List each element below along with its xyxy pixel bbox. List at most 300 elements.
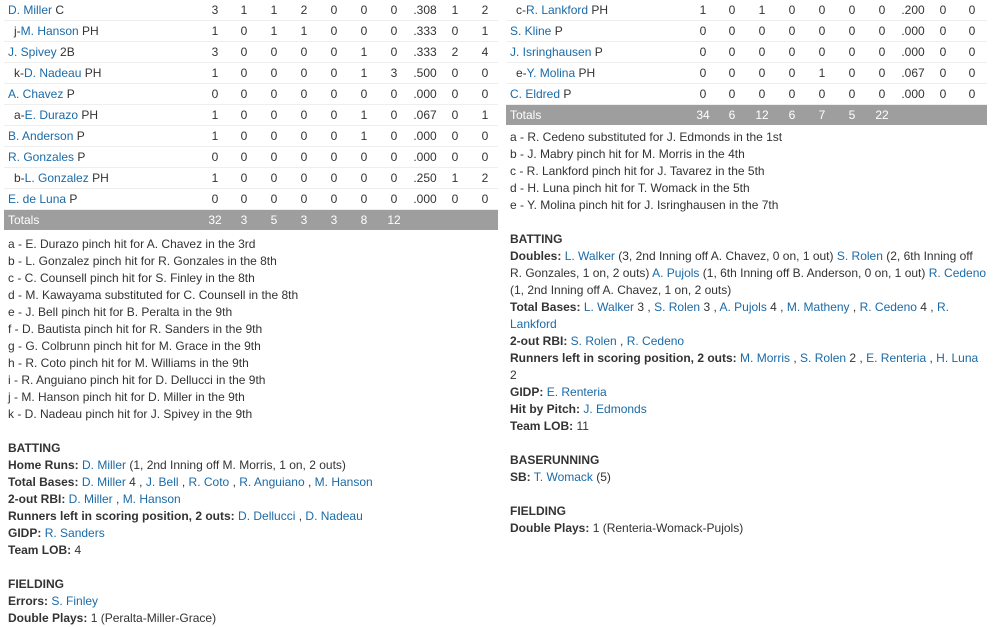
note-line: b - L. Gonzalez pinch hit for R. Gonzales in the 8th	[8, 254, 277, 268]
stat-cell: 0	[240, 108, 248, 122]
sub-prefix: k-	[14, 66, 24, 80]
player-link[interactable]: A. Pujols	[652, 266, 700, 280]
sub-prefix: a-	[14, 108, 25, 122]
note-line: d - M. Kawayama substituted for C. Counsell in the 8th	[8, 288, 299, 302]
stat-cell: 1	[360, 66, 368, 80]
player-link[interactable]: R. Sanders	[44, 526, 105, 540]
player-link[interactable]: S. Finley	[51, 594, 99, 608]
player-link[interactable]: H. Luna	[936, 351, 979, 365]
stat-cell: 4	[481, 45, 489, 59]
stat-cell: 0	[968, 87, 976, 101]
stat-cell: .000	[413, 129, 437, 143]
double-detail: (1, 2nd Inning off A. Chavez, 1 on, 2 outs)	[510, 283, 732, 297]
note-line: a - R. Cedeno substituted for J. Edmonds in the 1st	[510, 130, 783, 144]
stat-cell: 1	[818, 66, 826, 80]
total-bases-line: Total Bases: D. Miller 4 , J. Bell , R. Coto , R. Anguiano , M. Hanson	[8, 475, 373, 489]
player-row	[506, 84, 987, 105]
totals-row	[4, 210, 498, 230]
player-link[interactable]: M. Hanson	[20, 24, 79, 38]
stat-cell: 1	[360, 129, 368, 143]
stat-cell: 0	[788, 24, 796, 38]
player-cell	[8, 42, 75, 62]
player-link[interactable]: D. Dellucci	[238, 509, 296, 523]
player-cell	[8, 189, 77, 209]
stat-cell: 0	[360, 150, 368, 164]
line-label: Runners left in scoring position, 2 outs:	[510, 351, 737, 365]
stat-cell: 0	[390, 108, 398, 122]
stat-cell: .333	[413, 24, 437, 38]
stat-cell: .333	[413, 45, 437, 59]
position: P	[563, 87, 572, 101]
note-line: e - J. Bell pinch hit for B. Peralta in the 9th	[8, 305, 233, 319]
stat-cell: 0	[330, 66, 338, 80]
player-link[interactable]: M. Morris	[740, 351, 791, 365]
player-link[interactable]: S. Rolen	[836, 249, 883, 263]
stat-cell: 0	[360, 87, 368, 101]
stat-cell: 0	[939, 3, 947, 17]
sub-prefix: j-	[14, 24, 21, 38]
player-link[interactable]: L. Gonzalez	[24, 171, 89, 185]
line-label: Total Bases:	[510, 300, 581, 314]
stat-cell: 0	[481, 87, 489, 101]
player-cell	[510, 42, 603, 62]
player-cell	[516, 63, 595, 83]
position: PH	[578, 66, 596, 80]
stat-cell: 3	[211, 3, 219, 17]
note-line: j - M. Hanson pinch hit for D. Miller in the 9th	[8, 390, 245, 404]
player-link[interactable]: B. Anderson	[8, 129, 74, 143]
player-link[interactable]: L. Walker	[564, 249, 615, 263]
stat-cell: 0	[330, 171, 338, 185]
substitution-notes	[4, 230, 498, 423]
player-link[interactable]: M. Matheny	[786, 300, 850, 314]
stat-cell: .067	[413, 108, 437, 122]
player-link[interactable]: D. Nadeau	[24, 66, 82, 80]
player-link[interactable]: R. Cedeno	[626, 334, 685, 348]
stat-cell: 0	[788, 45, 796, 59]
stat-cell: 12	[387, 213, 401, 227]
player-link[interactable]: R. Gonzales	[8, 150, 75, 164]
stolen-bases-line: SB: T. Womack (5)	[510, 470, 611, 484]
section-title: FIELDING	[8, 577, 64, 591]
stat-value: 4	[125, 475, 136, 489]
double-plays-line: Double Plays: 1 (Renteria-Womack-Pujols)	[510, 521, 744, 535]
stat-cell: 0	[330, 108, 338, 122]
note-line: h - R. Coto pinch hit for M. Williams in the 9th	[8, 356, 249, 370]
player-cell	[8, 0, 64, 20]
player-cell	[510, 84, 571, 104]
stat-cell: 0	[270, 87, 278, 101]
stat-cell: 0	[939, 24, 947, 38]
stat-cell: 1	[699, 3, 707, 17]
stat-cell: 0	[728, 66, 736, 80]
player-cell	[14, 105, 98, 125]
player-link[interactable]: R. Cedeno	[928, 266, 987, 280]
stat-cell: 0	[758, 66, 766, 80]
stat-cell: 0	[848, 24, 856, 38]
stat-cell: 1	[211, 129, 219, 143]
player-link[interactable]: E. Durazo	[24, 108, 79, 122]
player-link[interactable]: D. Miller	[81, 475, 126, 489]
stat-cell: 1	[211, 171, 219, 185]
stat-cell: 0	[451, 108, 459, 122]
player-link[interactable]: J. Isringhausen	[510, 45, 592, 59]
stat-cell: 1	[451, 171, 459, 185]
home-runs-line: Home Runs: D. Miller (1, 2nd Inning off M. Morris, 1 on, 2 outs)	[8, 458, 346, 472]
stat-cell: .000	[413, 150, 437, 164]
stat-cell: 0	[818, 24, 826, 38]
two-out-rbi-line: 2-out RBI: S. Rolen , R. Cedeno	[510, 334, 685, 348]
stat-cell: 5	[270, 213, 278, 227]
stat-cell: .500	[413, 66, 437, 80]
stat-cell: 0	[451, 24, 459, 38]
stat-cell: 0	[878, 45, 886, 59]
player-row	[4, 84, 498, 105]
stat-cell: 6	[728, 108, 736, 122]
stat-cell: 5	[848, 108, 856, 122]
totals-row	[506, 105, 987, 125]
stat-cell: .250	[413, 171, 437, 185]
stat-cell: 2	[481, 171, 489, 185]
two-out-rbi-line: 2-out RBI: D. Miller , M. Hanson	[8, 492, 181, 506]
player-link[interactable]: A. Pujols	[719, 300, 767, 314]
stat-cell: 0	[240, 24, 248, 38]
stat-cell: 22	[875, 108, 889, 122]
stat-value: 4	[766, 300, 777, 314]
stat-cell: 7	[818, 108, 826, 122]
batting-section	[506, 231, 987, 435]
player-link[interactable]: M. Hanson	[314, 475, 373, 489]
stat-cell: 0	[300, 66, 308, 80]
player-row	[4, 189, 498, 210]
line-label: Total Bases:	[8, 475, 79, 489]
stat-cell: 0	[939, 87, 947, 101]
stat-cell: .000	[901, 45, 925, 59]
stat-cell: 0	[878, 87, 886, 101]
stat-cell: 1	[360, 108, 368, 122]
stat-cell: 2	[451, 45, 459, 59]
position: PH	[81, 108, 99, 122]
stat-cell: 0	[360, 3, 368, 17]
stat-cell: 0	[699, 87, 707, 101]
stat-cell: 1	[211, 66, 219, 80]
stat-value: 3	[700, 300, 711, 314]
stat-cell: 0	[211, 150, 219, 164]
player-link[interactable]: L. Walker	[583, 300, 635, 314]
stat-cell: 0	[878, 24, 886, 38]
line-label: 2-out RBI:	[510, 334, 568, 348]
stat-cell: 0	[699, 45, 707, 59]
batting-table	[506, 0, 987, 105]
stat-cell: 0	[699, 24, 707, 38]
stat-cell: 0	[728, 3, 736, 17]
baserunning-section	[506, 452, 987, 486]
note-line: d - H. Luna pinch hit for T. Womack in the 5th	[510, 181, 750, 195]
stat-cell: 0	[390, 3, 398, 17]
note-line: i - R. Anguiano pinch hit for D. Dellucci in the 9th	[8, 373, 266, 387]
gidp-line: GIDP: E. Renteria	[510, 385, 607, 399]
player-link[interactable]: R. Lankford	[510, 300, 949, 331]
stat-cell: 0	[240, 87, 248, 101]
stat-cell: 0	[300, 192, 308, 206]
stat-cell: 0	[939, 45, 947, 59]
position: C	[55, 3, 65, 17]
stat-cell: 0	[211, 87, 219, 101]
stat-cell: 0	[240, 129, 248, 143]
stat-cell: 3	[211, 45, 219, 59]
stat-cell: .000	[901, 24, 925, 38]
sub-prefix: b-	[14, 171, 25, 185]
stat-cell: 2	[300, 3, 308, 17]
stat-cell: 0	[451, 150, 459, 164]
player-link[interactable]: D. Nadeau	[305, 509, 363, 523]
stat-cell: 0	[270, 171, 278, 185]
risp-line: Runners left in scoring position, 2 outs: M. Morris , S. Rolen 2 , E. Renteria , H. Luna 2	[510, 351, 979, 382]
stat-cell: 0	[240, 45, 248, 59]
player-link[interactable]: R. Coto	[188, 475, 230, 489]
stat-cell: 1	[481, 108, 489, 122]
player-link[interactable]: E. de Luna	[8, 192, 67, 206]
totals-label: Totals	[510, 108, 542, 122]
doubles-line	[510, 248, 987, 299]
player-cell	[8, 84, 75, 104]
player-row	[4, 63, 498, 84]
stat-cell: .000	[413, 192, 437, 206]
player-row	[506, 0, 987, 21]
player-link[interactable]: S. Rolen	[800, 351, 847, 365]
total-bases-line: Total Bases: L. Walker 3 , S. Rolen 3 , A. Pujols 4 , M. Matheny , R. Cedeno 4 , R. Lankford	[510, 300, 949, 331]
stat-cell: 0	[270, 66, 278, 80]
player-link[interactable]: D. Miller	[68, 492, 113, 506]
stat-cell: 0	[968, 24, 976, 38]
position: P	[76, 129, 85, 143]
stat-cell: 0	[330, 24, 338, 38]
stat-cell: 0	[390, 87, 398, 101]
stat-cell: 1	[270, 3, 278, 17]
player-row	[506, 63, 987, 84]
stat-cell: 0	[788, 87, 796, 101]
player-link[interactable]: J. Bell	[145, 475, 179, 489]
player-cell	[14, 63, 101, 83]
stat-cell: 0	[330, 192, 338, 206]
stat-cell: 0	[878, 66, 886, 80]
player-link[interactable]: R. Lankford	[526, 3, 589, 17]
player-link[interactable]: S. Kline	[510, 24, 552, 38]
position: P	[69, 192, 78, 206]
position: PH	[92, 171, 109, 185]
note-line: g - G. Colbrunn pinch hit for M. Grace in the 9th	[8, 339, 261, 353]
stat-cell: 0	[758, 87, 766, 101]
stat-cell: 0	[818, 45, 826, 59]
stat-cell: .200	[901, 3, 925, 17]
section-title: BATTING	[510, 232, 563, 246]
player-link[interactable]: E. Renteria	[866, 351, 927, 365]
stat-cell: 0	[360, 171, 368, 185]
position: P	[554, 24, 563, 38]
stat-cell: 0	[451, 66, 459, 80]
stat-cell: 0	[728, 24, 736, 38]
stat-cell: 3	[330, 213, 338, 227]
stat-cell: .000	[413, 87, 437, 101]
errors-line: Errors: S. Finley	[8, 594, 99, 608]
player-row	[4, 147, 498, 168]
section-title: BATTING	[8, 441, 61, 455]
stat-cell: 0	[390, 24, 398, 38]
player-link[interactable]: T. Womack	[533, 470, 593, 484]
stat-cell: 0	[451, 87, 459, 101]
stat-cell: 0	[270, 108, 278, 122]
stat-cell: 0	[699, 66, 707, 80]
fielding-section	[506, 503, 987, 537]
stat-cell: 0	[968, 3, 976, 17]
stat-cell: 0	[390, 45, 398, 59]
stat-value: 2	[846, 351, 857, 365]
stat-cell: 0	[848, 3, 856, 17]
player-row	[506, 21, 987, 42]
player-link[interactable]: D. Miller	[82, 458, 127, 472]
stat-cell: 0	[451, 192, 459, 206]
player-link[interactable]: Y. Molina	[526, 66, 576, 80]
stat-cell: 0	[300, 129, 308, 143]
stat-cell: 0	[758, 45, 766, 59]
line-label: 2-out RBI:	[8, 492, 66, 506]
stat-cell: 0	[270, 129, 278, 143]
stat-cell: 0	[360, 192, 368, 206]
position: 2B	[60, 45, 75, 59]
stat-cell: 1	[300, 24, 308, 38]
stat-cell: 0	[330, 150, 338, 164]
home-box-score	[4, 0, 498, 627]
stat-cell: 1	[451, 3, 459, 17]
player-row	[4, 126, 498, 147]
stat-cell: .308	[413, 3, 437, 17]
team-lob-line: Team LOB: 4	[8, 543, 82, 557]
stat-cell: .000	[901, 87, 925, 101]
stat-cell: 3	[390, 66, 398, 80]
stat-cell: 0	[390, 150, 398, 164]
stat-cell: 0	[300, 87, 308, 101]
stat-cell: 0	[390, 171, 398, 185]
note-line: c - C. Counsell pinch hit for S. Finley in the 8th	[8, 271, 255, 285]
player-cell	[14, 21, 99, 41]
note-line: b - J. Mabry pinch hit for M. Morris in the 4th	[510, 147, 745, 161]
double-detail: (3, 2nd Inning off A. Chavez, 0 on, 1 out)	[614, 249, 837, 263]
player-link[interactable]: M. Hanson	[122, 492, 181, 506]
player-row	[4, 105, 498, 126]
fielding-section	[4, 576, 498, 627]
stat-cell: 0	[481, 150, 489, 164]
stat-cell: 12	[755, 108, 769, 122]
stat-cell: 3	[240, 213, 248, 227]
stat-cell: 3	[300, 213, 308, 227]
section-title: FIELDING	[510, 504, 566, 518]
stat-cell: .067	[901, 66, 925, 80]
stat-cell: 0	[270, 45, 278, 59]
player-link[interactable]: E. Renteria	[546, 385, 607, 399]
stat-cell: 0	[330, 3, 338, 17]
double-detail: (2, 6th Inning off R. Gonzales, 1 on, 2 outs)	[510, 249, 973, 280]
stat-cell: 0	[330, 87, 338, 101]
player-link[interactable]: C. Eldred	[510, 87, 561, 101]
position: P	[77, 150, 86, 164]
stat-cell: 0	[211, 192, 219, 206]
note-line: f - D. Bautista pinch hit for R. Sanders in the 9th	[8, 322, 263, 336]
player-link[interactable]: S. Rolen	[570, 334, 617, 348]
team-lob-line: Team LOB: 11	[510, 419, 589, 433]
section-title: BASERUNNING	[510, 453, 600, 467]
player-link[interactable]: J. Spivey	[8, 45, 57, 59]
stat-cell: 0	[390, 192, 398, 206]
player-row	[4, 0, 498, 21]
batting-table	[4, 0, 498, 210]
stat-value: 2	[510, 368, 517, 382]
stat-cell: 0	[270, 192, 278, 206]
stat-cell: 0	[728, 87, 736, 101]
stat-cell: 0	[330, 45, 338, 59]
totals-label: Totals	[8, 213, 40, 227]
stat-cell: 0	[481, 129, 489, 143]
player-cell	[510, 21, 563, 41]
stat-cell: 0	[300, 45, 308, 59]
sub-prefix: c-	[516, 3, 526, 17]
player-row	[4, 42, 498, 63]
sub-prefix: e-	[516, 66, 527, 80]
player-cell	[8, 147, 85, 167]
position: P	[66, 87, 75, 101]
stat-cell: 0	[360, 24, 368, 38]
player-link[interactable]: R. Cedeno	[859, 300, 917, 314]
stat-cell: 1	[240, 3, 248, 17]
stat-cell: 0	[939, 66, 947, 80]
risp-line: Runners left in scoring position, 2 outs: D. Dellucci , D. Nadeau	[8, 509, 363, 523]
stat-cell: 1	[211, 108, 219, 122]
line-label: Runners left in scoring position, 2 outs:	[8, 509, 235, 523]
stat-cell: 0	[818, 3, 826, 17]
position: PH	[84, 66, 102, 80]
player-link[interactable]: D. Miller	[8, 3, 52, 17]
stat-cell: 0	[481, 66, 489, 80]
position: P	[594, 45, 603, 59]
note-line: a - E. Durazo pinch hit for A. Chavez in the 3rd	[8, 237, 256, 251]
stat-cell: 1	[270, 24, 278, 38]
line-label: Doubles:	[510, 249, 562, 263]
stat-cell: 0	[758, 24, 766, 38]
stat-cell: 1	[211, 24, 219, 38]
stat-value: 3	[634, 300, 645, 314]
player-row	[4, 168, 498, 189]
stat-cell: 0	[451, 129, 459, 143]
note-line: k - D. Nadeau pinch hit for J. Spivey in the 9th	[8, 407, 253, 421]
stat-cell: 0	[240, 192, 248, 206]
stat-cell: 0	[968, 45, 976, 59]
stat-cell: 8	[360, 213, 368, 227]
stat-cell: 0	[481, 192, 489, 206]
player-link[interactable]: S. Rolen	[654, 300, 701, 314]
stat-cell: 6	[788, 108, 796, 122]
hit-by-pitch-line: Hit by Pitch: J. Edmonds	[510, 402, 647, 416]
position: PH	[591, 3, 609, 17]
stat-cell: 0	[818, 87, 826, 101]
batting-section	[4, 440, 498, 559]
player-link[interactable]: A. Chavez	[8, 87, 64, 101]
player-link[interactable]: J. Edmonds	[583, 402, 647, 416]
stat-cell: 0	[788, 66, 796, 80]
player-link[interactable]: R. Anguiano	[239, 475, 305, 489]
player-row	[4, 21, 498, 42]
player-cell	[14, 168, 109, 188]
stat-cell: 0	[728, 45, 736, 59]
stat-cell: 0	[330, 129, 338, 143]
